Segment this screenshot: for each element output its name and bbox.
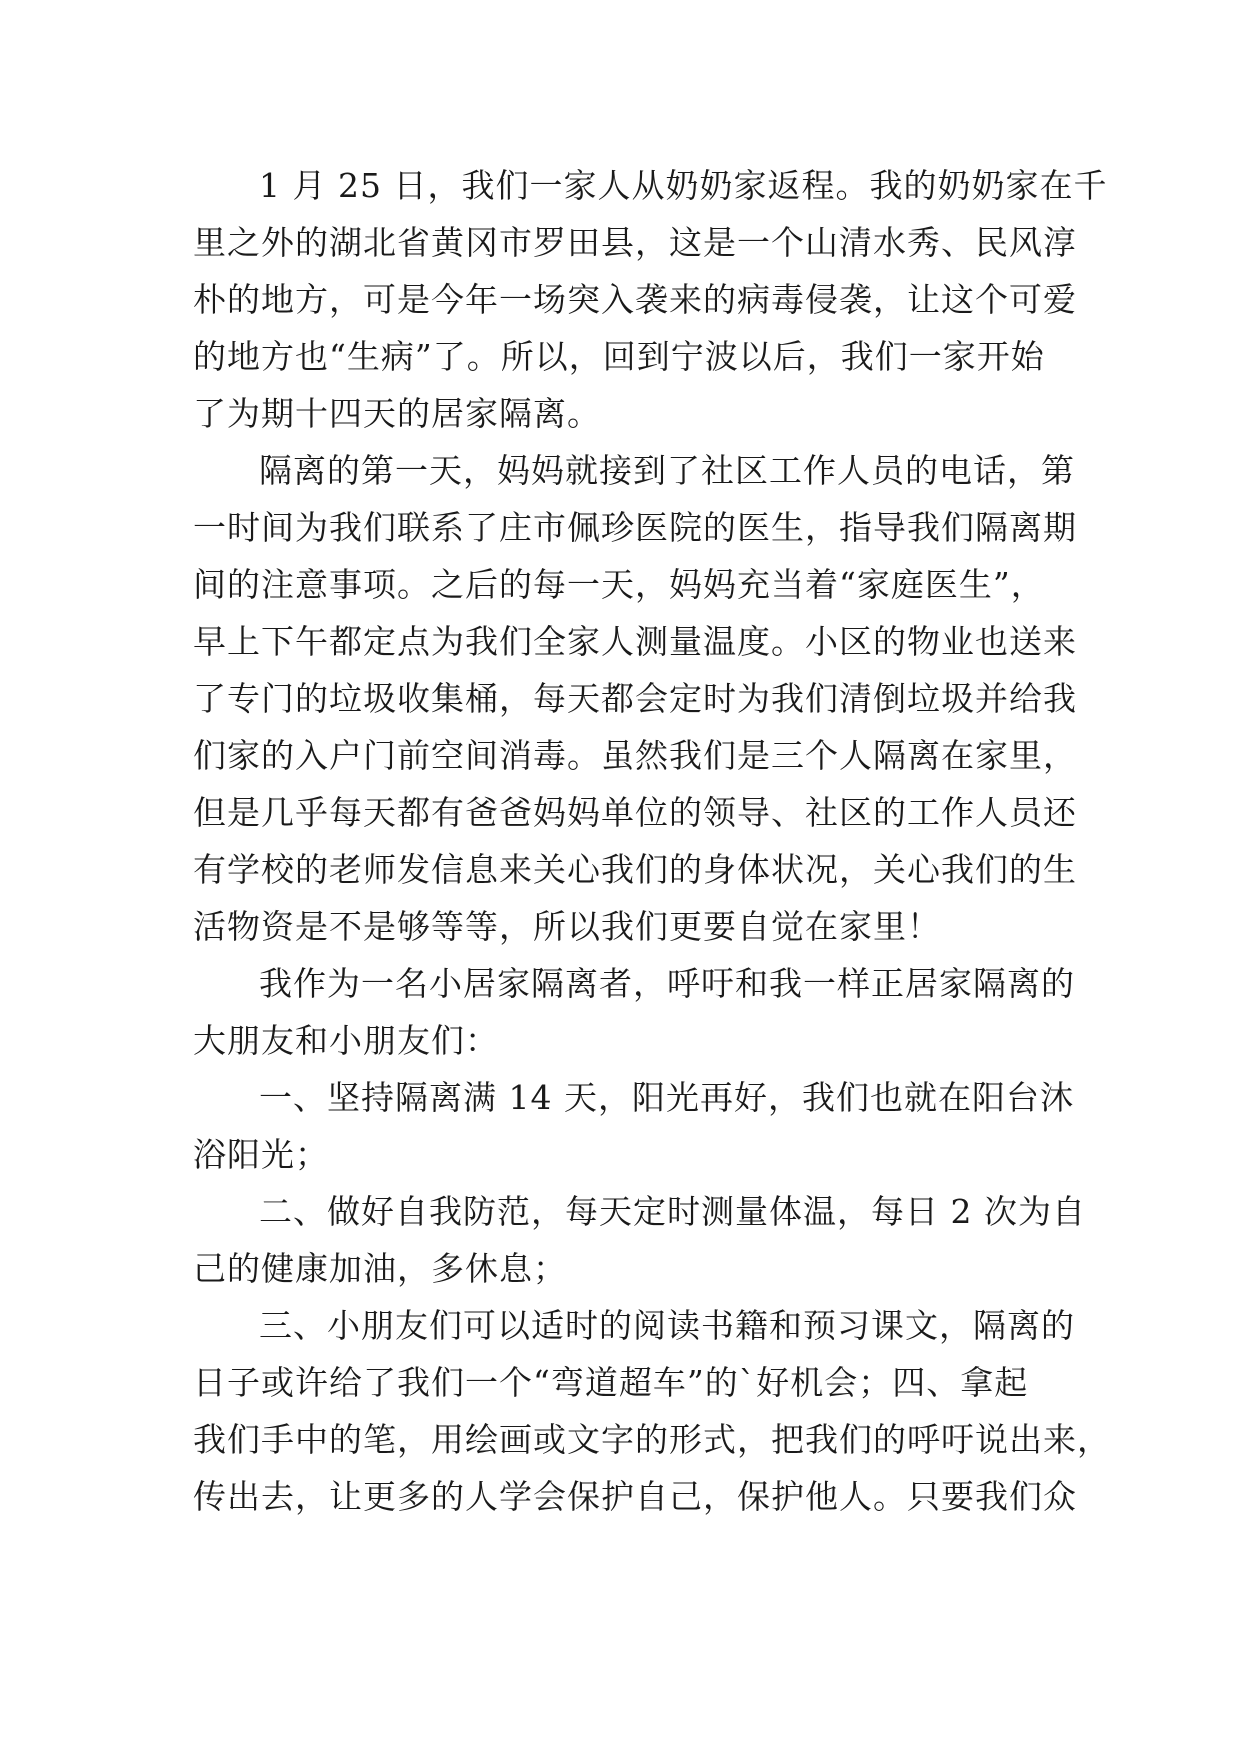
text-line: 了专门的垃圾收集桶，每天都会定时为我们清倒垃圾并给我 <box>193 679 1077 718</box>
text-line: 们家的入户门前空间消毒。虽然我们是三个人隔离在家里， <box>193 736 1077 775</box>
text-line: 早上下午都定点为我们全家人测量温度。小区的物业也送来 <box>193 622 1077 661</box>
text-line: 一时间为我们联系了庄市佩珍医院的医生，指导我们隔离期 <box>193 508 1077 547</box>
text-line: 间的注意事项。之后的每一天，妈妈充当着“家庭医生”， <box>193 565 1045 604</box>
text-line: 浴阳光； <box>193 1135 329 1174</box>
text-line: 我作为一名小居家隔离者，呼吁和我一样正居家隔离的 <box>259 964 1075 1003</box>
text-line: 活物资是不是够等等，所以我们更要自觉在家里！ <box>193 907 941 946</box>
text-line: 朴的地方，可是今年一场突入袭来的病毒侵袭，让这个可爱 <box>193 280 1077 319</box>
text-line: 隔离的第一天，妈妈就接到了社区工作人员的电话，第 <box>259 451 1075 490</box>
text-line: 一、坚持隔离满 14 天，阳光再好，我们也就在阳台沐 <box>259 1078 1074 1117</box>
text-line: 了为期十四天的居家隔离。 <box>193 394 601 433</box>
text-line: 传出去，让更多的人学会保护自己，保护他人。只要我们众 <box>193 1477 1077 1516</box>
text-line: 的地方也“生病”了。所以，回到宁波以后，我们一家开始 <box>193 337 1045 376</box>
document-page <box>193 157 1111 1525</box>
text-line: 1 月 25 日，我们一家人从奶奶家返程。我的奶奶家在千 <box>259 166 1108 205</box>
text-line: 我们手中的笔，用绘画或文字的形式，把我们的呼吁说出来， <box>193 1420 1111 1459</box>
text-line: 三、小朋友们可以适时的阅读书籍和预习课文，隔离的 <box>259 1306 1075 1345</box>
text-line: 有学校的老师发信息来关心我们的身体状况，关心我们的生 <box>193 850 1077 889</box>
text-line: 大朋友和小朋友们： <box>193 1021 499 1060</box>
text-line: 己的健康加油，多休息； <box>193 1249 567 1288</box>
text-line: 二、做好自我防范，每天定时测量体温，每日 2 次为自 <box>259 1192 1086 1231</box>
text-line: 日子或许给了我们一个“弯道超车”的`好机会；四、拿起 <box>193 1363 1029 1402</box>
text-line: 里之外的湖北省黄冈市罗田县，这是一个山清水秀、民风淳 <box>193 223 1077 262</box>
text-line: 但是几乎每天都有爸爸妈妈单位的领导、社区的工作人员还 <box>193 793 1077 832</box>
